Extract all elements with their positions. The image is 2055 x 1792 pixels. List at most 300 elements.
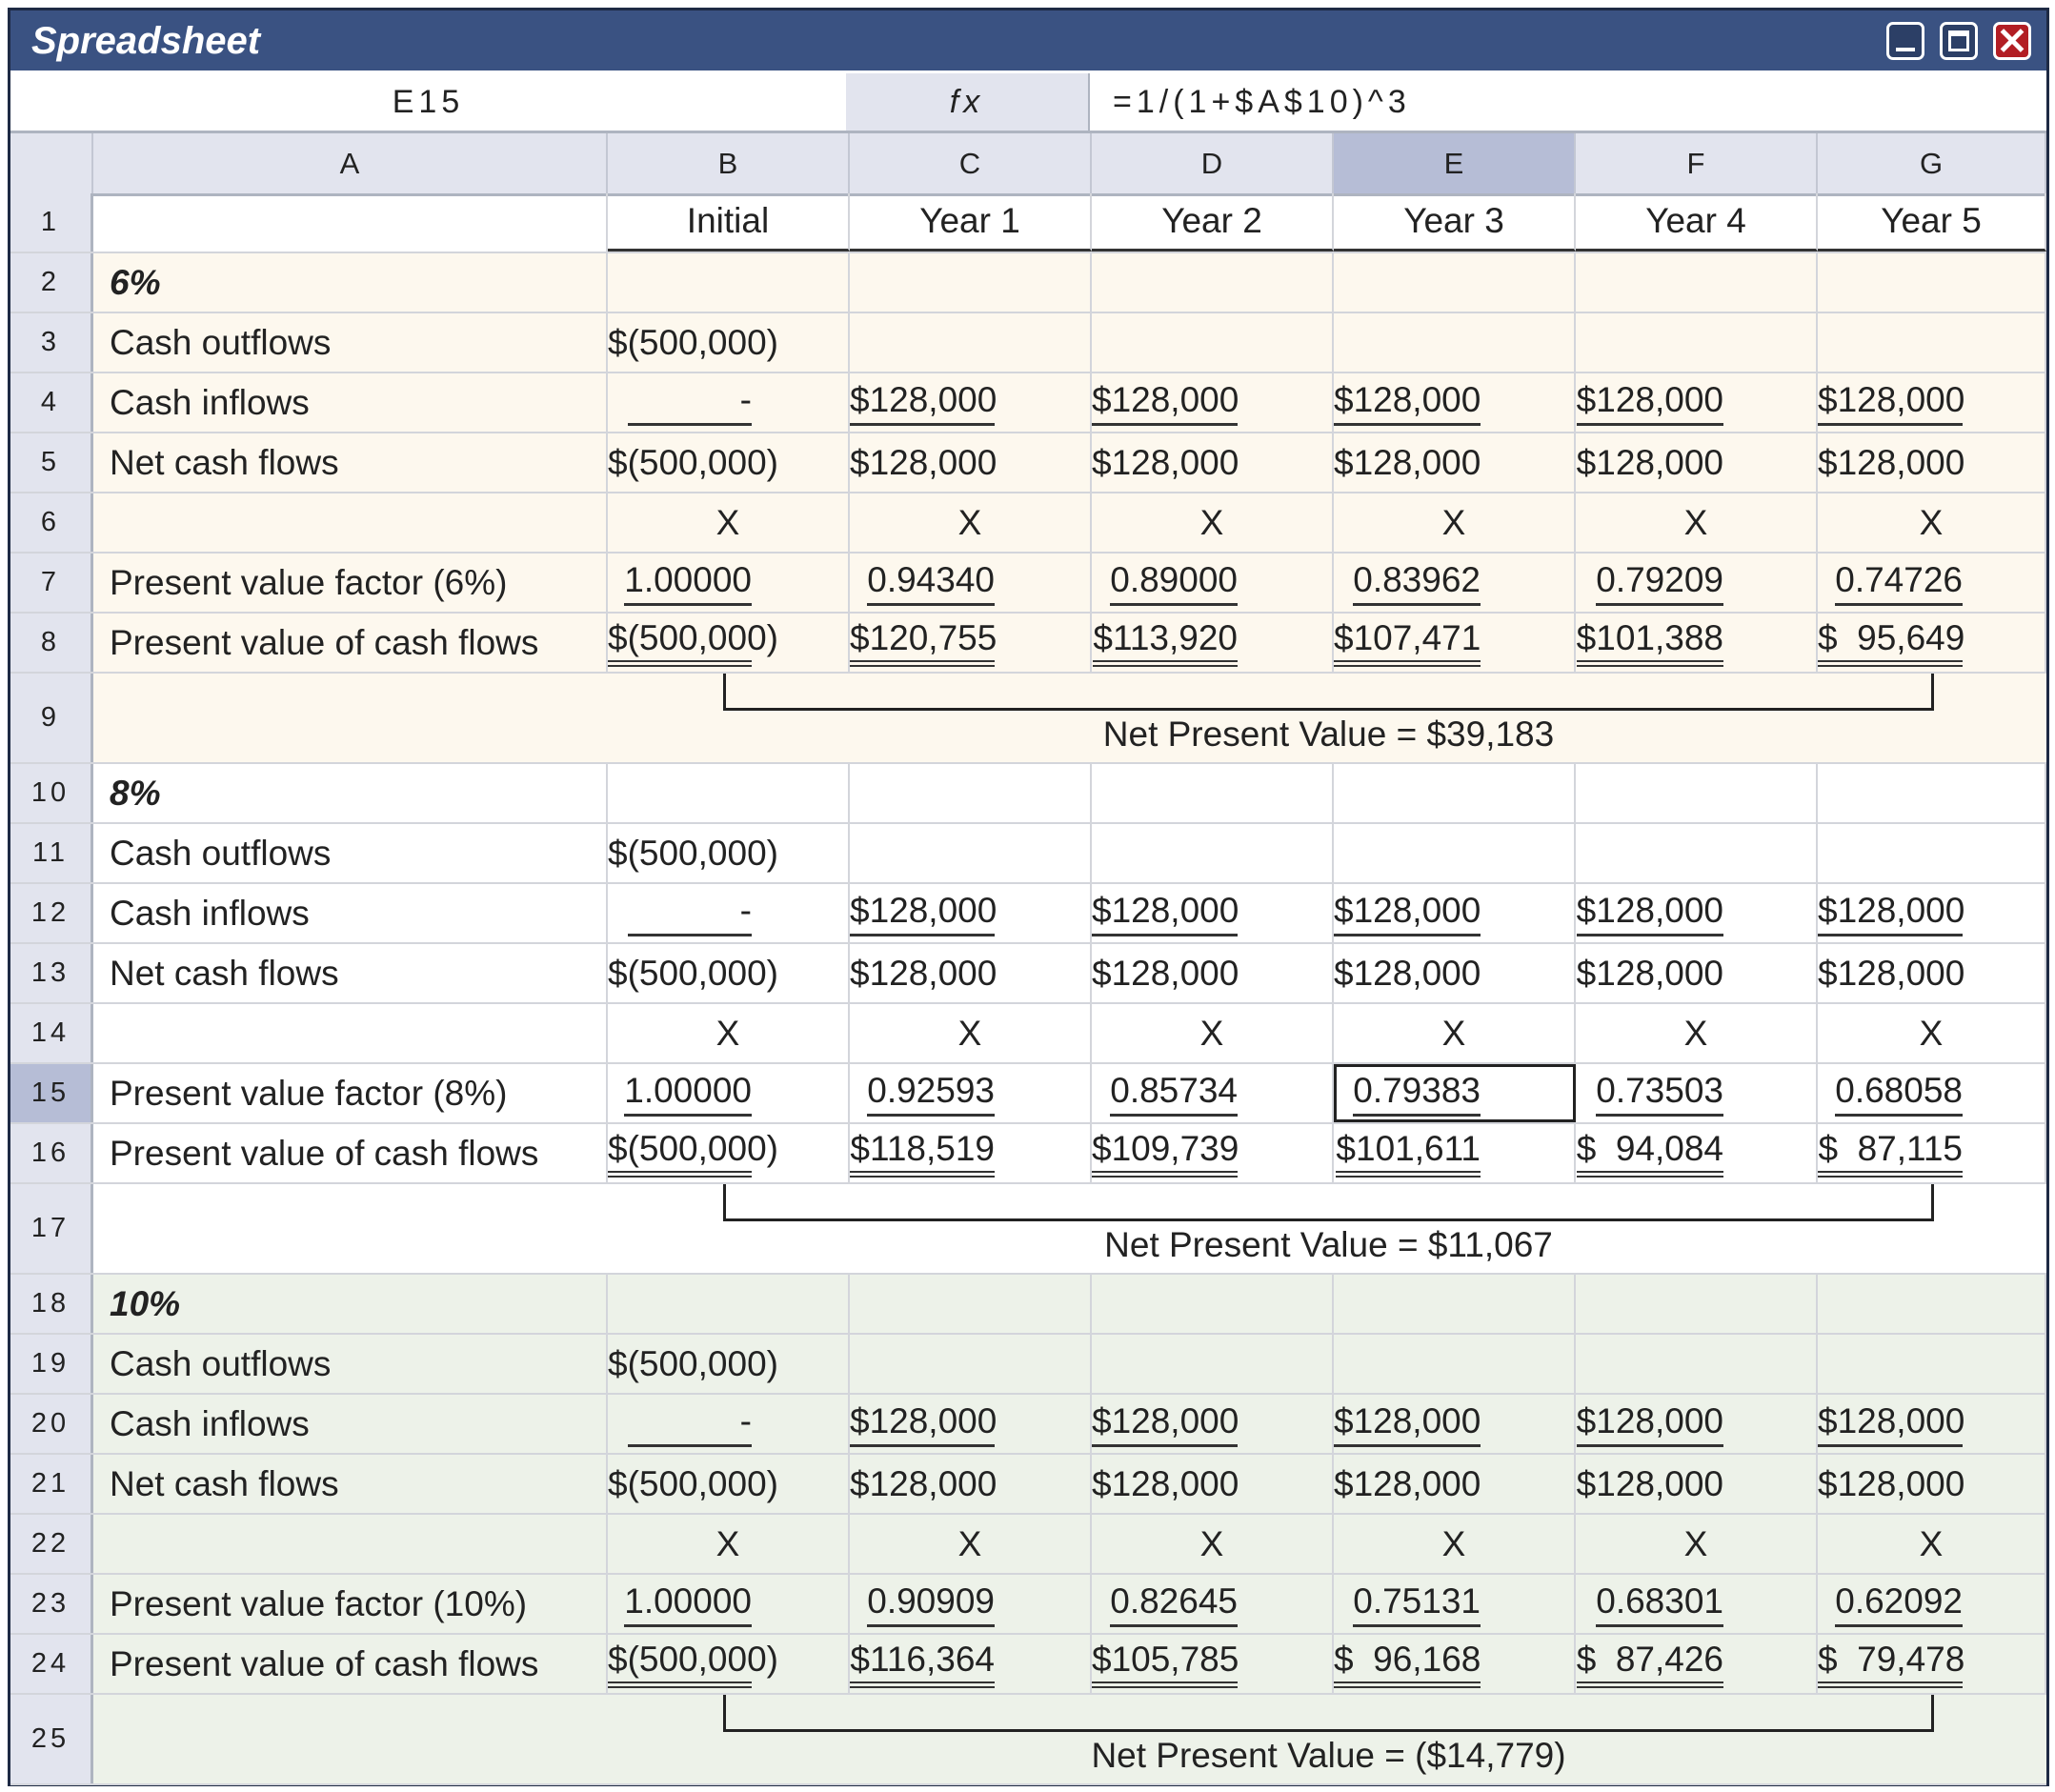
- cell-value: $128,000: [1092, 953, 1239, 993]
- cell-G2[interactable]: [1818, 253, 2046, 312]
- cell-F24[interactable]: [1576, 1635, 1818, 1693]
- section-rate-label[interactable]: 8%: [93, 764, 608, 822]
- row-header-19[interactable]: 19: [10, 1335, 93, 1393]
- cell-value: $128,000: [1577, 891, 1723, 936]
- cell-D14[interactable]: X: [1092, 1004, 1334, 1062]
- column-header-f[interactable]: F: [1576, 133, 1818, 193]
- cell-F19[interactable]: [1576, 1335, 1818, 1393]
- cell-E11[interactable]: [1334, 824, 1576, 882]
- cell-value: 0.73503: [1596, 1071, 1723, 1117]
- year-header-5[interactable]: Year 5: [1818, 193, 2046, 252]
- cell-value: $113,920: [1093, 618, 1238, 667]
- row-header-17[interactable]: 17: [10, 1184, 93, 1273]
- cell-value: 1.00000: [624, 1581, 752, 1627]
- cell-value: $120,755: [850, 618, 995, 667]
- cell-G8[interactable]: [1818, 614, 2046, 672]
- cell-B22[interactable]: X: [608, 1515, 850, 1573]
- sheet-row: [10, 824, 2046, 884]
- cell-value: $109,739: [1092, 1129, 1238, 1178]
- cell-G19[interactable]: [1818, 1335, 2046, 1393]
- cell-D6[interactable]: X: [1092, 493, 1334, 552]
- cell-G21[interactable]: [1818, 1455, 2046, 1513]
- cell-B15[interactable]: [608, 1064, 850, 1122]
- cell-B3[interactable]: [608, 313, 850, 372]
- row-header-10[interactable]: 10: [10, 764, 93, 822]
- cell-E10[interactable]: [1334, 764, 1576, 822]
- cell-G20[interactable]: [1818, 1395, 2046, 1453]
- cell-E21[interactable]: [1334, 1455, 1576, 1513]
- row-label[interactable]: [93, 1515, 608, 1573]
- sheet-row: [10, 674, 2046, 764]
- cell-value: 0.85734: [1110, 1071, 1238, 1117]
- cell-G5[interactable]: [1818, 433, 2046, 492]
- cell-value: $116,364: [850, 1640, 995, 1688]
- cell-value: $128,000: [1334, 891, 1481, 936]
- row-header-14[interactable]: 14: [10, 1004, 93, 1062]
- cell-B21[interactable]: [608, 1455, 850, 1513]
- sheet-row: [10, 614, 2046, 674]
- cell-B16[interactable]: [608, 1124, 850, 1182]
- row-header-15[interactable]: 15: [10, 1064, 93, 1122]
- cell-B12[interactable]: [608, 884, 850, 942]
- cell-G4[interactable]: [1818, 373, 2046, 432]
- cell-G13[interactable]: [1818, 944, 2046, 1002]
- cell-B14[interactable]: X: [608, 1004, 850, 1062]
- row-header-23[interactable]: 23: [10, 1575, 93, 1633]
- row-label[interactable]: Cash inflows: [93, 1395, 608, 1453]
- cell-F8[interactable]: [1576, 614, 1818, 672]
- sheet-row: [10, 193, 2046, 253]
- close-button[interactable]: [1993, 22, 2031, 60]
- cell-C24[interactable]: [850, 1635, 1092, 1693]
- cell-E16[interactable]: [1334, 1124, 1576, 1182]
- cell-E22[interactable]: X: [1334, 1515, 1576, 1573]
- sheet-row: [10, 253, 2046, 313]
- cell-F22[interactable]: X: [1576, 1515, 1818, 1573]
- sheet-row: [10, 1275, 2046, 1335]
- year-header-4[interactable]: Year 4: [1576, 193, 1818, 252]
- cell-B7[interactable]: [608, 554, 850, 612]
- sheet-row: [10, 1515, 2046, 1575]
- cell-F23[interactable]: [1576, 1575, 1818, 1633]
- cell-F16[interactable]: [1576, 1124, 1818, 1182]
- cell-value: $107,471: [1334, 618, 1481, 667]
- row-header-13[interactable]: 13: [10, 944, 93, 1002]
- cell-D8[interactable]: [1092, 614, 1334, 672]
- cell-value: $ 87,426: [1577, 1640, 1723, 1688]
- cell-G3[interactable]: [1818, 313, 2046, 372]
- active-cell[interactable]: [1334, 1064, 1576, 1122]
- cell-value: $128,000: [1818, 891, 1963, 936]
- sheet-row: [10, 373, 2046, 433]
- sheet-row: [10, 1184, 2046, 1275]
- cell-E6[interactable]: X: [1334, 493, 1576, 552]
- cell-value: $(500,000): [608, 618, 752, 667]
- cell-B19[interactable]: [608, 1335, 850, 1393]
- row-label[interactable]: Present value factor (8%): [93, 1064, 608, 1122]
- cell-value: $128,000: [1576, 442, 1723, 482]
- cell-value: $128,000: [1577, 1401, 1723, 1447]
- sheet-row: [10, 433, 2046, 493]
- cell-value: $ 79,478: [1818, 1640, 1963, 1688]
- cell-B2[interactable]: [608, 253, 850, 312]
- cell-value: $118,519: [850, 1129, 995, 1178]
- cell-value: $105,785: [1092, 1640, 1238, 1688]
- cell-value: 0.90909: [867, 1581, 995, 1627]
- row-label[interactable]: Cash outflows: [93, 1335, 608, 1393]
- cell-value: $128,000: [1576, 1463, 1723, 1503]
- cell-F7[interactable]: [1576, 554, 1818, 612]
- cell-E2[interactable]: [1334, 253, 1576, 312]
- cell-value: $128,000: [850, 380, 995, 426]
- cell-value: $128,000: [1818, 380, 1963, 426]
- row-label[interactable]: Present value factor (6%): [93, 554, 608, 612]
- name-box[interactable]: E15: [10, 73, 848, 131]
- cell-D15[interactable]: [1092, 1064, 1334, 1122]
- cell-D2[interactable]: [1092, 253, 1334, 312]
- sheet-row: [10, 313, 2046, 373]
- row-label[interactable]: Cash outflows: [93, 313, 608, 372]
- cell-F11[interactable]: [1576, 824, 1818, 882]
- cell-F10[interactable]: [1576, 764, 1818, 822]
- cell-value: 0.79383: [1353, 1071, 1481, 1117]
- cell-D3[interactable]: [1092, 313, 1334, 372]
- cell-value: $ 94,084: [1577, 1129, 1723, 1178]
- column-header-e[interactable]: E: [1334, 133, 1576, 193]
- section-rate-label[interactable]: 6%: [93, 253, 608, 312]
- cell-value: $(500,000): [608, 1129, 752, 1178]
- sheet-row: [10, 1635, 2046, 1695]
- year-header-2[interactable]: Year 2: [1092, 193, 1334, 252]
- cell-value: $128,000: [1092, 1463, 1239, 1503]
- row-header-8[interactable]: 8: [10, 614, 93, 672]
- spreadsheet-window: [8, 8, 2049, 1786]
- cell-value: -: [628, 1401, 752, 1447]
- cell-G6[interactable]: X: [1818, 493, 2046, 552]
- cell-value: 0.82645: [1110, 1581, 1238, 1627]
- cell-E24[interactable]: [1334, 1635, 1576, 1693]
- cell-F13[interactable]: [1576, 944, 1818, 1002]
- cell-value: $128,000: [850, 1463, 997, 1503]
- row-header-9[interactable]: 9: [10, 674, 93, 762]
- cell-value: $(500,000): [608, 442, 778, 482]
- cell-F6[interactable]: X: [1576, 493, 1818, 552]
- cell-G22[interactable]: X: [1818, 1515, 2046, 1573]
- cell-value: $(500,000): [608, 953, 778, 993]
- cell-B23[interactable]: [608, 1575, 850, 1633]
- cell-F3[interactable]: [1576, 313, 1818, 372]
- sheet-row: [10, 1695, 2046, 1785]
- net-present-value: Net Present Value = $11,067: [1104, 1225, 1553, 1264]
- row-header-3[interactable]: 3: [10, 313, 93, 372]
- cell-value: $128,000: [1818, 1463, 1965, 1503]
- cell-value: $128,000: [1092, 1401, 1238, 1447]
- cell-C16[interactable]: [850, 1124, 1092, 1182]
- cell-D13[interactable]: [1092, 944, 1334, 1002]
- sheet-row: [10, 1455, 2046, 1515]
- cell-value: $128,000: [1334, 1401, 1481, 1447]
- row-header-4[interactable]: 4: [10, 373, 93, 432]
- cell-value: $128,000: [1334, 953, 1481, 993]
- cell-C22[interactable]: X: [850, 1515, 1092, 1573]
- cell-B18[interactable]: [608, 1275, 850, 1333]
- cell-value: 0.79209: [1596, 560, 1723, 606]
- fx-icon[interactable]: fx: [846, 73, 1090, 131]
- sheet-row: [10, 1064, 2046, 1124]
- cell-value: $(500,000): [608, 1343, 778, 1383]
- cell-value: $128,000: [1092, 442, 1239, 482]
- cell-C18[interactable]: [850, 1275, 1092, 1333]
- cell-D18[interactable]: [1092, 1275, 1334, 1333]
- cell-E19[interactable]: [1334, 1335, 1576, 1393]
- sheet-row: [10, 944, 2046, 1004]
- row-header-18[interactable]: 18: [10, 1275, 93, 1333]
- cell-E4[interactable]: [1334, 373, 1576, 432]
- cell-C20[interactable]: [850, 1395, 1092, 1453]
- select-all-corner[interactable]: [10, 133, 93, 193]
- year-header-1[interactable]: Year 1: [850, 193, 1092, 252]
- row-label[interactable]: Present value of cash flows: [93, 614, 608, 672]
- row-label[interactable]: Cash inflows: [93, 884, 608, 942]
- column-header-g[interactable]: G: [1818, 133, 2046, 193]
- cell-B8[interactable]: [608, 614, 850, 672]
- cell-value: $128,000: [1818, 442, 1965, 482]
- cell-C12[interactable]: [850, 884, 1092, 942]
- row-header-21[interactable]: 21: [10, 1455, 93, 1513]
- row-header-2[interactable]: 2: [10, 253, 93, 312]
- cell-F20[interactable]: [1576, 1395, 1818, 1453]
- cell-G14[interactable]: X: [1818, 1004, 2046, 1062]
- minimize-button[interactable]: [1886, 22, 1924, 60]
- sheet-row: [10, 493, 2046, 554]
- cell-C10[interactable]: [850, 764, 1092, 822]
- row-header-16[interactable]: 16: [10, 1124, 93, 1182]
- row-label[interactable]: [93, 493, 608, 552]
- cell-C19[interactable]: [850, 1335, 1092, 1393]
- sheet-row: [10, 884, 2046, 944]
- cell-A1[interactable]: [93, 193, 608, 252]
- formula-input[interactable]: =1/(1+$A$10)^3: [1113, 84, 1411, 120]
- cell-D10[interactable]: [1092, 764, 1334, 822]
- cell-C2[interactable]: [850, 253, 1092, 312]
- cell-B6[interactable]: X: [608, 493, 850, 552]
- cell-C21[interactable]: [850, 1455, 1092, 1513]
- cell-F14[interactable]: X: [1576, 1004, 1818, 1062]
- column-header-a[interactable]: A: [93, 133, 608, 193]
- cell-E14[interactable]: X: [1334, 1004, 1576, 1062]
- row-label[interactable]: Present value of cash flows: [93, 1124, 608, 1182]
- title-bar: [10, 10, 2046, 70]
- cell-G10[interactable]: [1818, 764, 2046, 822]
- row-label[interactable]: Net cash flows: [93, 433, 608, 492]
- cell-value: 0.75131: [1353, 1581, 1481, 1627]
- cell-D23[interactable]: [1092, 1575, 1334, 1633]
- row-label[interactable]: Cash inflows: [93, 373, 608, 432]
- cell-D11[interactable]: [1092, 824, 1334, 882]
- cell-C14[interactable]: X: [850, 1004, 1092, 1062]
- cell-value: $101,611: [1336, 1129, 1481, 1178]
- cell-value: $128,000: [850, 442, 997, 482]
- sheet-row: [10, 1335, 2046, 1395]
- cell-F15[interactable]: [1576, 1064, 1818, 1122]
- cell-C6[interactable]: X: [850, 493, 1092, 552]
- net-present-value: Net Present Value = ($14,779): [1091, 1736, 1566, 1775]
- cell-value: $ 96,168: [1334, 1640, 1481, 1688]
- row-header-1[interactable]: 1: [10, 193, 93, 252]
- cell-value: $128,000: [1334, 1463, 1481, 1503]
- sheet-row: [10, 1004, 2046, 1064]
- column-header-d[interactable]: D: [1092, 133, 1334, 193]
- cell-value: $(500,000): [608, 1463, 778, 1503]
- cell-value: 0.92593: [867, 1071, 995, 1117]
- row-header-20[interactable]: 20: [10, 1395, 93, 1453]
- cell-F5[interactable]: [1576, 433, 1818, 492]
- cell-D22[interactable]: X: [1092, 1515, 1334, 1573]
- row-header-11[interactable]: 11: [10, 824, 93, 882]
- cell-B24[interactable]: [608, 1635, 850, 1693]
- cell-D19[interactable]: [1092, 1335, 1334, 1393]
- cell-F4[interactable]: [1576, 373, 1818, 432]
- cell-C11[interactable]: [850, 824, 1092, 882]
- row-header-24[interactable]: 24: [10, 1635, 93, 1693]
- cell-G18[interactable]: [1818, 1275, 2046, 1333]
- cell-C5[interactable]: [850, 433, 1092, 492]
- net-present-value: Net Present Value = $39,183: [1102, 715, 1555, 754]
- column-header-row: [10, 133, 2046, 196]
- row-label[interactable]: Present value factor (10%): [93, 1575, 608, 1633]
- cell-C3[interactable]: [850, 313, 1092, 372]
- cell-value: $128,000: [850, 953, 997, 993]
- cell-value: $128,000: [1577, 380, 1723, 426]
- cell-E3[interactable]: [1334, 313, 1576, 372]
- cell-value: 1.00000: [624, 1071, 752, 1117]
- cell-value: $128,000: [1576, 953, 1723, 993]
- column-header-b[interactable]: B: [608, 133, 850, 193]
- cell-C7[interactable]: [850, 554, 1092, 612]
- cell-C15[interactable]: [850, 1064, 1092, 1122]
- cell-E20[interactable]: [1334, 1395, 1576, 1453]
- cell-value: 1.00000: [624, 560, 752, 606]
- cell-value: 0.94340: [867, 560, 995, 606]
- cell-E13[interactable]: [1334, 944, 1576, 1002]
- sheet-row: [10, 764, 2046, 824]
- row-label[interactable]: [93, 1004, 608, 1062]
- cell-value: 0.68058: [1835, 1071, 1963, 1117]
- row-header-12[interactable]: 12: [10, 884, 93, 942]
- maximize-button[interactable]: [1940, 22, 1978, 60]
- cell-value: 0.68301: [1596, 1581, 1723, 1627]
- row-label[interactable]: Net cash flows: [93, 944, 608, 1002]
- cell-value: $128,000: [1092, 891, 1238, 936]
- year-header-3[interactable]: Year 3: [1334, 193, 1576, 252]
- cell-B13[interactable]: [608, 944, 850, 1002]
- row-header-7[interactable]: 7: [10, 554, 93, 612]
- cell-G23[interactable]: [1818, 1575, 2046, 1633]
- cell-value: $128,000: [1818, 1401, 1963, 1447]
- cell-D16[interactable]: [1092, 1124, 1334, 1182]
- row-header-22[interactable]: 22: [10, 1515, 93, 1573]
- cell-D7[interactable]: [1092, 554, 1334, 612]
- cell-D5[interactable]: [1092, 433, 1334, 492]
- cell-value: $128,000: [1334, 442, 1481, 482]
- formula-bar: [10, 73, 2046, 133]
- cell-C13[interactable]: [850, 944, 1092, 1002]
- cell-E18[interactable]: [1334, 1275, 1576, 1333]
- cell-G7[interactable]: [1818, 554, 2046, 612]
- cell-value: $128,000: [1092, 380, 1238, 426]
- cell-value: $(500,000): [608, 322, 778, 362]
- cell-G15[interactable]: [1818, 1064, 2046, 1122]
- cell-value: $128,000: [1818, 953, 1965, 993]
- cell-C4[interactable]: [850, 373, 1092, 432]
- cell-B10[interactable]: [608, 764, 850, 822]
- cell-E7[interactable]: [1334, 554, 1576, 612]
- row-header-6[interactable]: 6: [10, 493, 93, 552]
- sheet-row: [10, 554, 2046, 614]
- cell-value: 0.74726: [1835, 560, 1963, 606]
- sheet-row: [10, 1124, 2046, 1184]
- row-label[interactable]: Present value of cash flows: [93, 1635, 608, 1693]
- cell-B20[interactable]: [608, 1395, 850, 1453]
- column-header-c[interactable]: C: [850, 133, 1092, 193]
- cell-value: $128,000: [850, 1401, 995, 1447]
- cell-E12[interactable]: [1334, 884, 1576, 942]
- cell-C23[interactable]: [850, 1575, 1092, 1633]
- npv-bracket: [723, 674, 1934, 711]
- npv-bracket: [723, 1695, 1934, 1732]
- cell-G24[interactable]: [1818, 1635, 2046, 1693]
- cell-G12[interactable]: [1818, 884, 2046, 942]
- cell-D24[interactable]: [1092, 1635, 1334, 1693]
- year-header-0[interactable]: Initial: [608, 193, 850, 252]
- cell-D20[interactable]: [1092, 1395, 1334, 1453]
- npv-bracket: [723, 1184, 1934, 1221]
- cell-D21[interactable]: [1092, 1455, 1334, 1513]
- row-label[interactable]: Cash outflows: [93, 824, 608, 882]
- row-header-25[interactable]: 25: [10, 1695, 93, 1783]
- section-rate-label[interactable]: 10%: [93, 1275, 608, 1333]
- cell-F12[interactable]: [1576, 884, 1818, 942]
- cell-value: 0.89000: [1110, 560, 1238, 606]
- cell-value: $ 87,115: [1818, 1129, 1963, 1178]
- cell-B11[interactable]: [608, 824, 850, 882]
- cell-value: -: [628, 380, 752, 426]
- row-label[interactable]: Net cash flows: [93, 1455, 608, 1513]
- cell-D12[interactable]: [1092, 884, 1334, 942]
- cell-B5[interactable]: [608, 433, 850, 492]
- cell-value: $128,000: [850, 891, 995, 936]
- cell-value: -: [628, 891, 752, 936]
- cell-F18[interactable]: [1576, 1275, 1818, 1333]
- sheet-row: [10, 1575, 2046, 1635]
- cell-F21[interactable]: [1576, 1455, 1818, 1513]
- row-header-5[interactable]: 5: [10, 433, 93, 492]
- cell-E23[interactable]: [1334, 1575, 1576, 1633]
- cell-value: $ 95,649: [1818, 618, 1963, 667]
- cell-value: $(500,000): [608, 833, 778, 873]
- cell-B4[interactable]: [608, 373, 850, 432]
- sheet-row: [10, 1395, 2046, 1455]
- cell-G11[interactable]: [1818, 824, 2046, 882]
- cell-value: $(500,000): [608, 1640, 752, 1688]
- cell-C8[interactable]: [850, 614, 1092, 672]
- cell-value: 0.83962: [1353, 560, 1481, 606]
- cell-E8[interactable]: [1334, 614, 1576, 672]
- cell-G16[interactable]: [1818, 1124, 2046, 1182]
- cell-D4[interactable]: [1092, 373, 1334, 432]
- cell-F2[interactable]: [1576, 253, 1818, 312]
- cell-E5[interactable]: [1334, 433, 1576, 492]
